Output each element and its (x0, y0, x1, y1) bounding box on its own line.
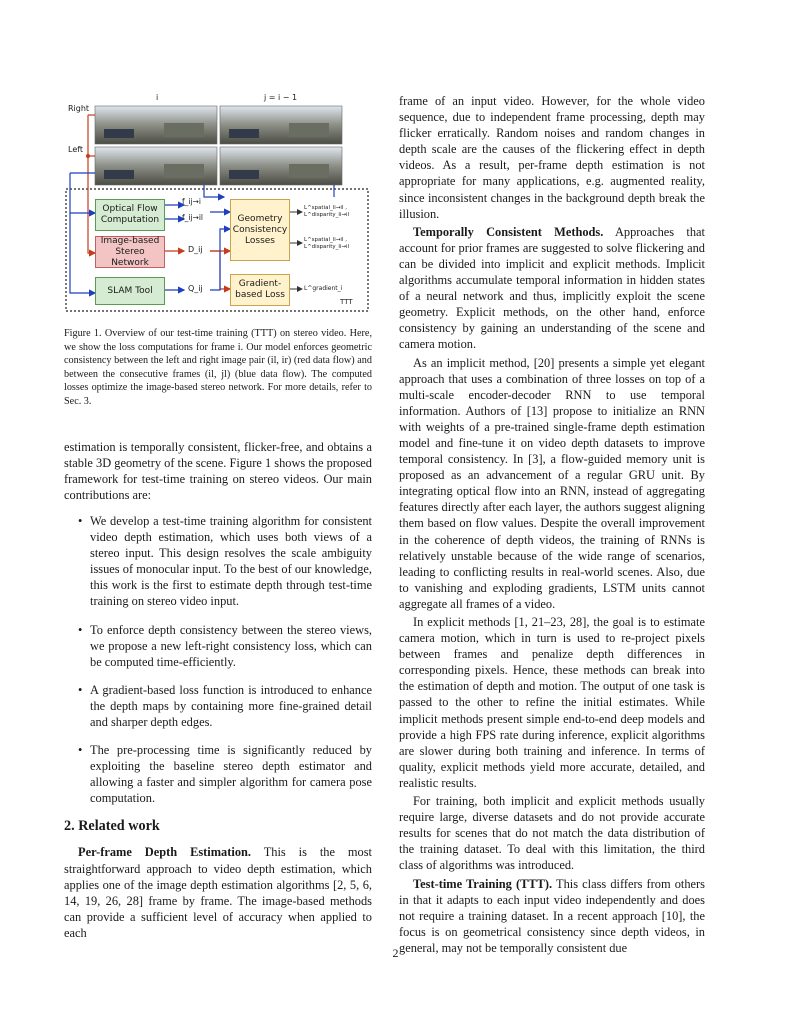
list-item: • To enforce depth consistency between the stereo views, we propose a new left-right consistency loss, which can be computed time-efficiently. (78, 622, 372, 669)
paragraph: frame of an input video. However, for the whole video sequence, due to independent frame processing, depth may flicker erratically. Random noises and random changes in depth scale are the causes of the flickering effect in depth videos. As a result, per-frame depth estimation is not appropriate for many applications, e.g. augmented reality, since inconsistent changes in the background depth break the illusion. (399, 94, 705, 221)
column-label-i: i (156, 93, 159, 102)
list-item: • We develop a test-time training algorithm for consistent video depth estimation, which uses both views of a stereo input. This design resolves the scale ambiguity issues of monocular input. To the best of our knowledge, this work is the first to estimate depth through test-time training on stereo video input. (78, 513, 372, 609)
right-column (399, 93, 705, 956)
temporal-losses-label: L^spatial_li→il , L^disparity_li→il (304, 205, 350, 218)
stereo-network-box: Image-based Stereo Network (95, 236, 165, 268)
row-label-left: Left (68, 145, 84, 154)
symbol-pose: Q_ij (188, 284, 203, 293)
paragraph: In explicit methods [1, 21–23, 28], the goal is to estimate camera motion, which in turn is used to re-project pixels between frames and penalize depth differences in corresponding pixels. Hence, these methods can break into the estimation of depth and motion. The output of one task is passed to the other to refine the initial estimates. While implicit methods present simple end-to-end deep models and provide a high FPS rate during inference, explicit algorithms are slower during both training and inference. In terms of quality, explicit methods yield more accurate, detailed, and realistic results. (399, 615, 705, 790)
figure-caption: Figure 1. Overview of our test-time training (TTT) on stereo video. Here, we show the loss computations for frame i. Our model enforces geometric consistency between the left and right image pair (il, ir) (red data flow) and between the consecutive frames (il, jl) (blue data flow). The computed losses optimize the image-based stereo network. For more details, refer to Sec. 3. (64, 328, 372, 407)
ttt-label: TTT (340, 298, 353, 306)
paragraph-heading: Per-frame Depth Estimation. (78, 845, 251, 860)
paragraph: As an implicit method, [20] presents a simple yet elegant approach that uses a combination of three losses on top of a multi-scale encoder-decoder RNN to use temporal information. Authors of [13] propose to initialize an RNN with weights of a pre-trained single-frame depth estimation model and fine-tune it on video depth datasets to improve temporal consistency. In [3], a flow-guided memory unit is proposed as an advancement of a regular GRU unit. By integrating optical flow into an RNN, instead of aggregating features directly after each layer, the authors suggest aligning them based on flow values. Despite the overall improvement in the coherence of depth videos, the training of RNNs is relatively unstable because of the wide range of scenarios, leading to conflicting results in real-world scenes. Also, due to vanishing and exploding gradients, LSTM units cannot aggregate all frames of a video. (399, 355, 705, 611)
list-item: • A gradient-based loss function is introduced to enhance the depth maps by containing more fine-grained detail and sharper depth edges. (78, 682, 372, 729)
gradient-loss-label: L^gradient_i (304, 285, 343, 292)
ttt-paragraph: Test-time Training (TTT). This class differs from others in that it adapts to each input video independently and does not require a training dataset. In a recent approach [10], the focus is on geometrical consistency since depth videos, in general, may not be temporally consistent due (399, 876, 706, 955)
temporal-methods-paragraph: Temporally Consistent Methods. Approaches that account for prior frames are suggested to solve flickering and can be divided into implicit and explicit methods. Implicit algorithms accumulate temporal information in hidden states of a neural network and thus, implicitly exploit the scene geometry. Explicit methods, on the other hand, enforce consistency by gaining an understanding of the scene and camera motion. (399, 224, 705, 352)
column-label-j: j = i − 1 (264, 93, 298, 102)
page-number: 2 (392, 946, 399, 960)
symbol-depth: D_ij (188, 245, 203, 254)
section-heading: 2. Related work (64, 818, 160, 835)
intro-paragraph: estimation is temporally consistent, flicker-free, and obtains a stable 3D geometry of the scene. Figure 1 shows the proposed framework for test-time training on stereo videos. Our main contributions are: (64, 439, 372, 502)
contributions-list (64, 513, 372, 807)
symbol-flow-1: f_ij→i (182, 197, 201, 206)
paragraph-heading: Temporally Consistent Methods. (413, 224, 604, 239)
left-column (64, 93, 372, 941)
figure-1 (64, 93, 372, 319)
slam-tool-box: SLAM Tool (95, 277, 165, 305)
geometry-losses-box: Geometry Consistency Losses (230, 199, 290, 261)
row-label-right: Right (68, 104, 90, 113)
per-frame-paragraph (64, 844, 372, 941)
paragraph-heading: Test-time Training (TTT). (413, 876, 553, 891)
list-item: • The pre-processing time is significantly reduced by exploiting the baseline stereo depth estimator and allowing a faster and simpler algorithm for camera pose computation. (78, 743, 372, 806)
stereo-frames (95, 106, 342, 185)
spatial-losses-label: L^spatial_li→il , L^disparity_li→il (304, 237, 350, 250)
paragraph-text: This is the most straightforward approach to video depth estimation, which applies one of the image depth estimation algorithms [2, 5, 6, 14, 19, 26, 28] frame by frame. The image-based methods can provide a sufficient level of accuracy when applied to each (64, 845, 372, 940)
gradient-loss-box: Gradient-based Loss (230, 274, 290, 306)
paragraph: For training, both implicit and explicit methods usually require large, diverse datasets and do not provide accurate results for scenes that do not match the data distribution of the training dataset. To deal with this limitation, the third class of algorithms was introduced. (399, 794, 705, 873)
optical-flow-box: Optical Flow Computation (95, 199, 165, 231)
symbol-flow-2: f_ij→il (182, 213, 204, 222)
